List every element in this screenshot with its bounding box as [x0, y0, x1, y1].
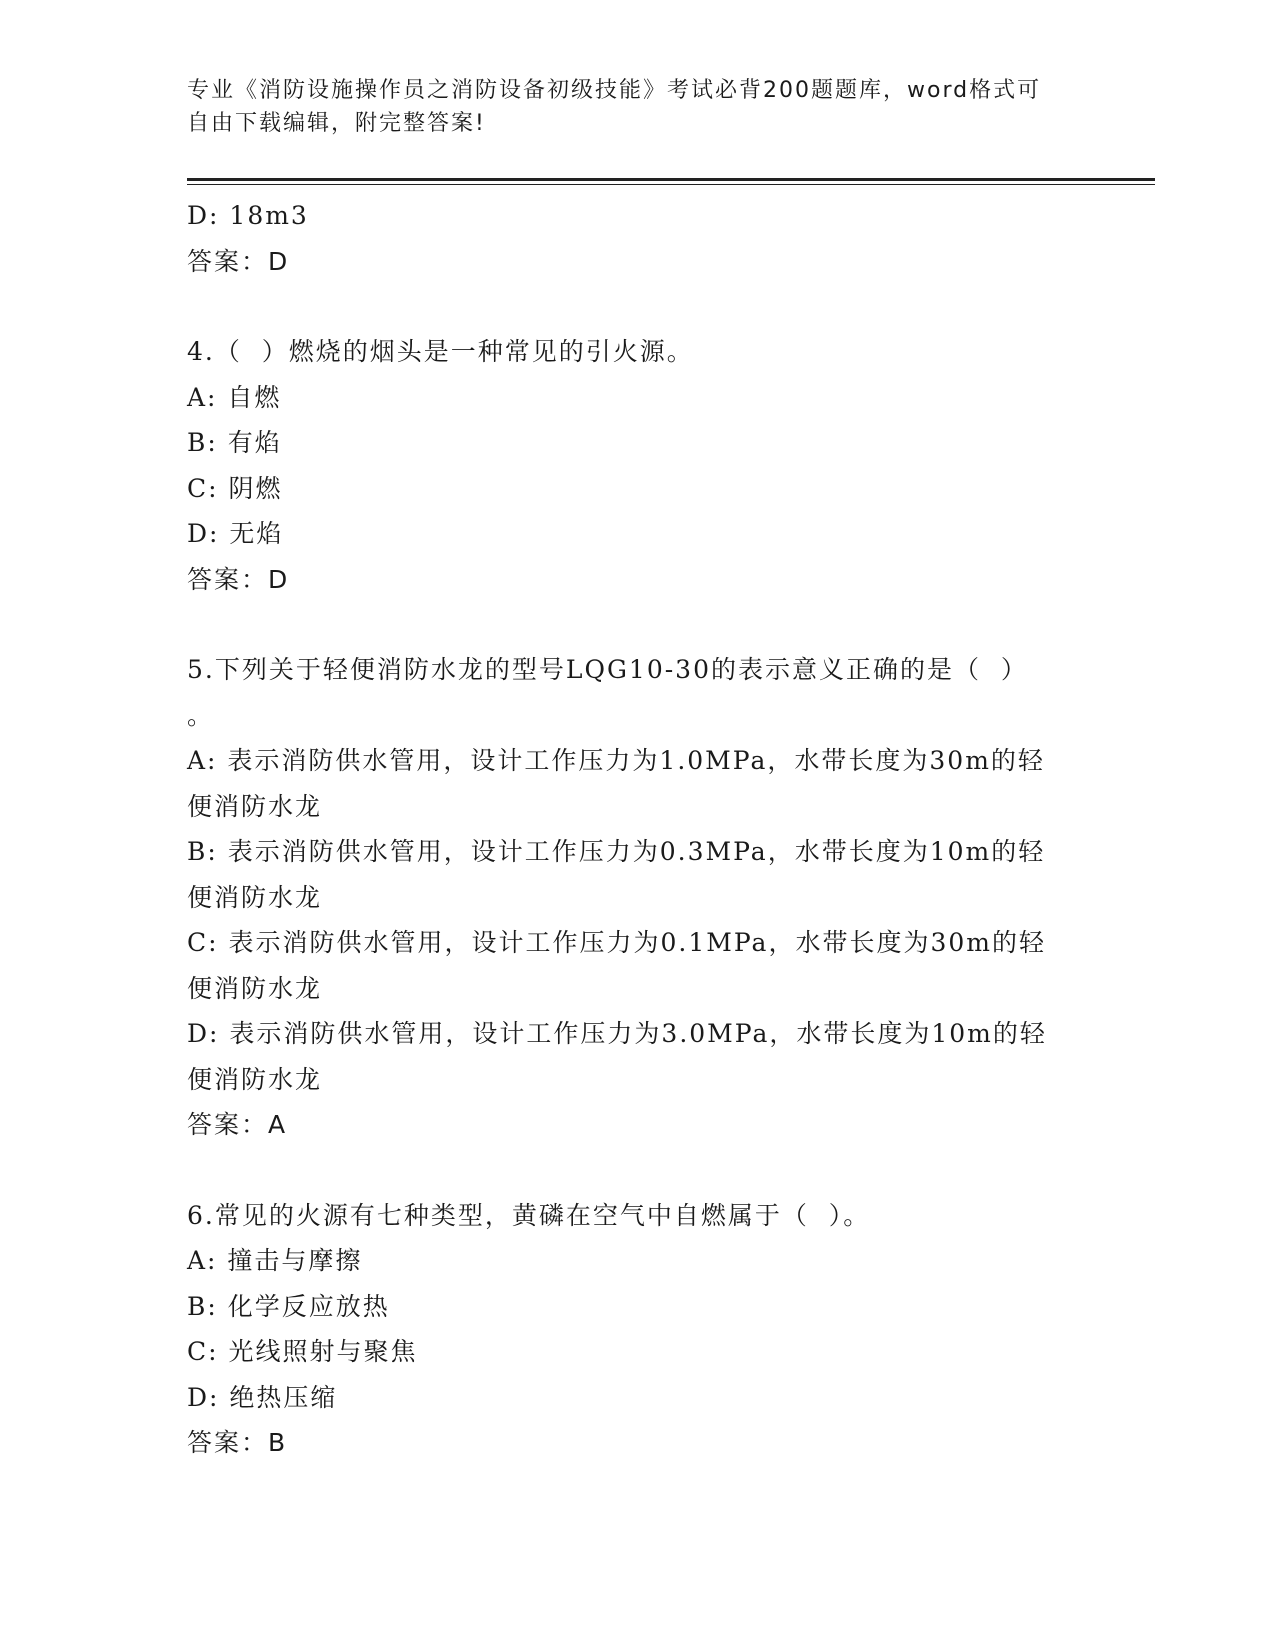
option-a: A: 撞击与摩擦 — [187, 1246, 363, 1275]
header-title-line-1: 专业《消防设施操作员之消防设备初级技能》考试必背200题题库，word格式可 — [187, 78, 1042, 103]
answer-line: 答案：D — [187, 246, 290, 276]
question-4 — [187, 329, 1092, 602]
question-6 — [187, 1193, 1092, 1466]
answer-line: 答案：D — [187, 564, 290, 594]
question-stem-line-1: 5.下列关于轻便消防水龙的型号LQG10-30的表示意义正确的是（ ） — [187, 655, 1028, 684]
option-c: C: 光线照射与聚焦 — [187, 1337, 418, 1366]
header-divider-thin — [187, 184, 1155, 185]
option-d: D: 无焰 — [187, 519, 284, 548]
option-d-line-2: 便消防水龙 — [187, 1064, 323, 1094]
answer-line: 答案：B — [187, 1428, 288, 1457]
option-b-line-1: B: 表示消防供水管用，设计工作压力为0.3MPa，水带长度为10m的轻 — [187, 837, 1046, 866]
spacer — [187, 284, 1092, 329]
option-a-line-1: A: 表示消防供水管用，设计工作压力为1.0MPa，水带长度为30m的轻 — [187, 746, 1045, 775]
option-a: A: 自燃 — [187, 382, 282, 412]
option-d: D: 18m3 — [187, 201, 309, 230]
question-stem: 4.（ ）燃烧的烟头是一种常见的引火源。 — [187, 337, 694, 366]
option-b-line-2: 便消防水龙 — [187, 882, 323, 912]
header-title-line-2: 自由下载编辑，附完整答案! — [187, 111, 486, 136]
option-a-line-2: 便消防水龙 — [187, 791, 323, 821]
header-divider-thick — [187, 178, 1155, 181]
answer-line: 答案：A — [187, 1110, 288, 1139]
question-list — [187, 193, 1092, 1466]
question-5 — [187, 647, 1092, 1148]
spacer — [187, 602, 1092, 647]
option-c-line-2: 便消防水龙 — [187, 973, 323, 1003]
option-c-line-1: C: 表示消防供水管用，设计工作压力为0.1MPa，水带长度为30m的轻 — [187, 928, 1046, 957]
option-c: C: 阴燃 — [187, 473, 283, 503]
option-b: B: 有焰 — [187, 428, 282, 457]
option-d-line-1: D: 表示消防供水管用，设计工作压力为3.0MPa，水带长度为10m的轻 — [187, 1019, 1047, 1048]
spacer — [187, 1148, 1092, 1193]
option-b: B: 化学反应放热 — [187, 1291, 390, 1321]
question-3-tail — [187, 193, 1092, 284]
document-header — [187, 74, 1067, 140]
question-stem: 6.常见的火源有七种类型，黄磷在空气中自燃属于（ ）。 — [187, 1200, 871, 1230]
option-d: D: 绝热压缩 — [187, 1382, 338, 1412]
question-stem-line-2: 。 — [187, 700, 215, 730]
